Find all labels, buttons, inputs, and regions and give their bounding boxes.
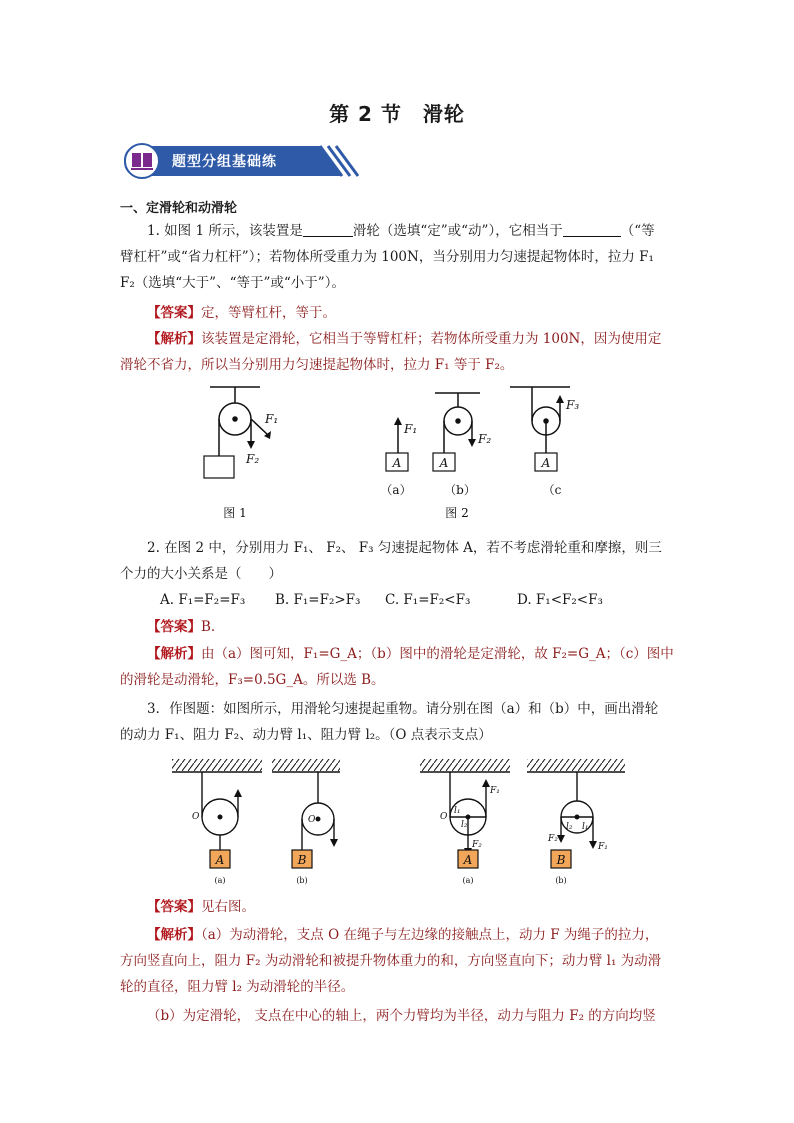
q3-line1: 3．作图题：如图所示，用滑轮匀速提起重物。请分别在图（a）和（b）中，画出滑轮: [147, 701, 659, 717]
q1-text-c: （“等: [620, 223, 655, 239]
arrow-f2-fig1: [247, 441, 255, 449]
q2-options: [160, 592, 680, 612]
figure-1-2: [190, 383, 610, 523]
arrow-f2-answer-b: [557, 835, 565, 843]
analysis-text: 该装置是定滑轮，它相当于等臂杠杆；若物体所受重力为 100N，因为使用定: [201, 331, 662, 347]
q2-analysis-1: [120, 641, 680, 667]
section-banner: [120, 140, 360, 182]
q1-answer: [120, 300, 680, 326]
q2-option-c[interactable]: C. F₁=F₂<F₃: [385, 592, 471, 608]
arrow-f2-b: [468, 439, 476, 447]
arrow-f3-c: [556, 395, 564, 403]
analysis-text: 由（a）图可知，F₁=G_A；（b）图中的滑轮是定滑轮，故 F₂=G_A；（c）图中: [201, 646, 674, 662]
q1-line2: 臂杠杆”或“省力杠杆”）；若物体所受重力为 100N，当分别用力匀速提起物体时，拉力 F₁: [120, 249, 654, 265]
answer-a-l1: l₁: [454, 806, 461, 816]
fig2b-f2-label: F₂: [478, 432, 492, 446]
answer-b-f2: F₂: [548, 834, 558, 844]
fig1-f2-label: F₂: [246, 452, 260, 466]
q2-option-a[interactable]: A. F₁=F₂=F₃: [160, 592, 246, 608]
arrow-f1-answer-a: [482, 779, 490, 787]
fulcrum-b-label: O: [308, 815, 316, 825]
q1-analysis-1: [120, 326, 680, 352]
arrow-f1-answer-b: [589, 841, 597, 849]
q2-line2: 个力的大小关系是（ ）: [120, 566, 282, 582]
block-a-label: A: [215, 853, 225, 867]
answer-b-l1: l₁: [582, 822, 589, 832]
q2-analysis-2: 的滑轮是动滑轮，F₃=0.5G_A。所以选 B。: [120, 672, 385, 688]
analysis-tag: 【解析】: [147, 646, 201, 662]
q1-text-a: 1. 如图 1 所示，该装置是: [147, 223, 303, 239]
answer-text: B.: [201, 619, 216, 635]
fig2-caption: 图 2: [445, 506, 469, 520]
block-a-answer-label: A: [463, 853, 473, 867]
q3-analysis-3: 轮的直径，阻力臂 l₂ 为动滑轮的半径。: [120, 979, 355, 995]
answer-b-l2: l₂: [566, 822, 573, 832]
fig2a-f1-label: F₁: [404, 422, 418, 436]
q1-line3: F₂（选填“大于”、“等于”或“小于”）。: [120, 275, 345, 291]
q3-analysis-1: [120, 922, 680, 948]
q1-text-b: 滑轮（选填“定”或“动”），它相当于: [352, 223, 563, 239]
arrow-f1-a: [394, 417, 402, 425]
section-heading: 一、定滑轮和动滑轮: [120, 201, 238, 216]
q3-answer: [120, 894, 680, 920]
fig3-caption-a-answer: (a): [462, 876, 474, 885]
q1-blank-1: [303, 222, 353, 237]
fulcrum-a-label: O: [192, 812, 200, 822]
q1-analysis-2: 滑轮不省力，所以当分别用力匀速提起物体时，拉力 F₁ 等于 F₂。: [120, 357, 514, 373]
answer-tag: 【答案】: [147, 305, 201, 321]
fig2c-f3-label: F₃: [566, 398, 580, 412]
block-b-label: B: [297, 853, 307, 867]
fig2a-caption: （a）: [380, 483, 412, 497]
analysis-tag: 【解析】: [147, 331, 201, 347]
analysis-tag: 【解析】: [147, 927, 201, 943]
fig2b-block-label: A: [439, 456, 449, 470]
fig1-f1-label: F₁: [265, 412, 279, 426]
answer-text: 定，等臂杠杆，等于。: [201, 305, 336, 321]
answer-a-f1: F₁: [490, 786, 500, 796]
analysis-text: （a）为动滑轮，支点 O 在绳子与左边缘的接触点上，动力 F 为绳子的拉力，: [201, 927, 659, 943]
answer-tag: 【答案】: [147, 899, 201, 915]
arrow-down-b: [330, 839, 338, 847]
fig2c-caption: （c: [542, 483, 562, 497]
q3-analysis-4: （b）为定滑轮， 支点在中心的轴上，两个力臂均为半径，动力与阻力 F₂ 的方向均竖: [147, 1008, 656, 1024]
answer-b-f1: F₁: [598, 842, 608, 852]
q3-analysis-2: 方向竖直向上，阻力 F₂ 为动滑轮和被提升物体重力的和，方向竖直向下；动力臂 l₁ 为动滑: [120, 953, 662, 969]
block-b-answer-label: B: [556, 853, 566, 867]
q1-line1: [120, 218, 680, 244]
answer-a-f2: F₂: [472, 840, 482, 850]
answer-text: 见右图。: [201, 899, 255, 915]
fig2c-block-label: A: [541, 456, 551, 470]
fig3-caption-a: (a): [214, 876, 226, 885]
fig3-caption-b-answer: (b): [555, 876, 567, 885]
fulcrum-a-answer-label: O: [440, 812, 448, 822]
answer-a-l2: l₂: [461, 820, 468, 830]
q2-option-b[interactable]: B. F₁=F₂>F₃: [275, 592, 361, 608]
arrow-up-a: [234, 789, 242, 797]
fig3-caption-b: (b): [296, 876, 308, 885]
page-title: 第 2 节 滑轮: [329, 102, 465, 126]
q1-blank-2: [563, 222, 621, 237]
answer-tag: 【答案】: [147, 619, 201, 635]
fig2a-block-label: A: [392, 456, 402, 470]
figure-3: [170, 755, 670, 890]
q2-line1: 2. 在图 2 中，分别用力 F₁、 F₂、 F₃ 匀速提起物体 A，若不考虑滑轮重和摩擦，则三: [147, 540, 662, 556]
fig1-caption: 图 1: [223, 506, 247, 520]
q2-answer: [120, 614, 680, 640]
q2-option-d[interactable]: D. F₁<F₂<F₃: [517, 592, 603, 608]
q3-line2: 的动力 F₁、阻力 F₂、动力臂 l₁、阻力臂 l₂。（O 点表示支点）: [120, 727, 492, 743]
fig2b-caption: （b）: [444, 483, 476, 497]
banner-label: 题型分组基础练: [172, 154, 277, 170]
